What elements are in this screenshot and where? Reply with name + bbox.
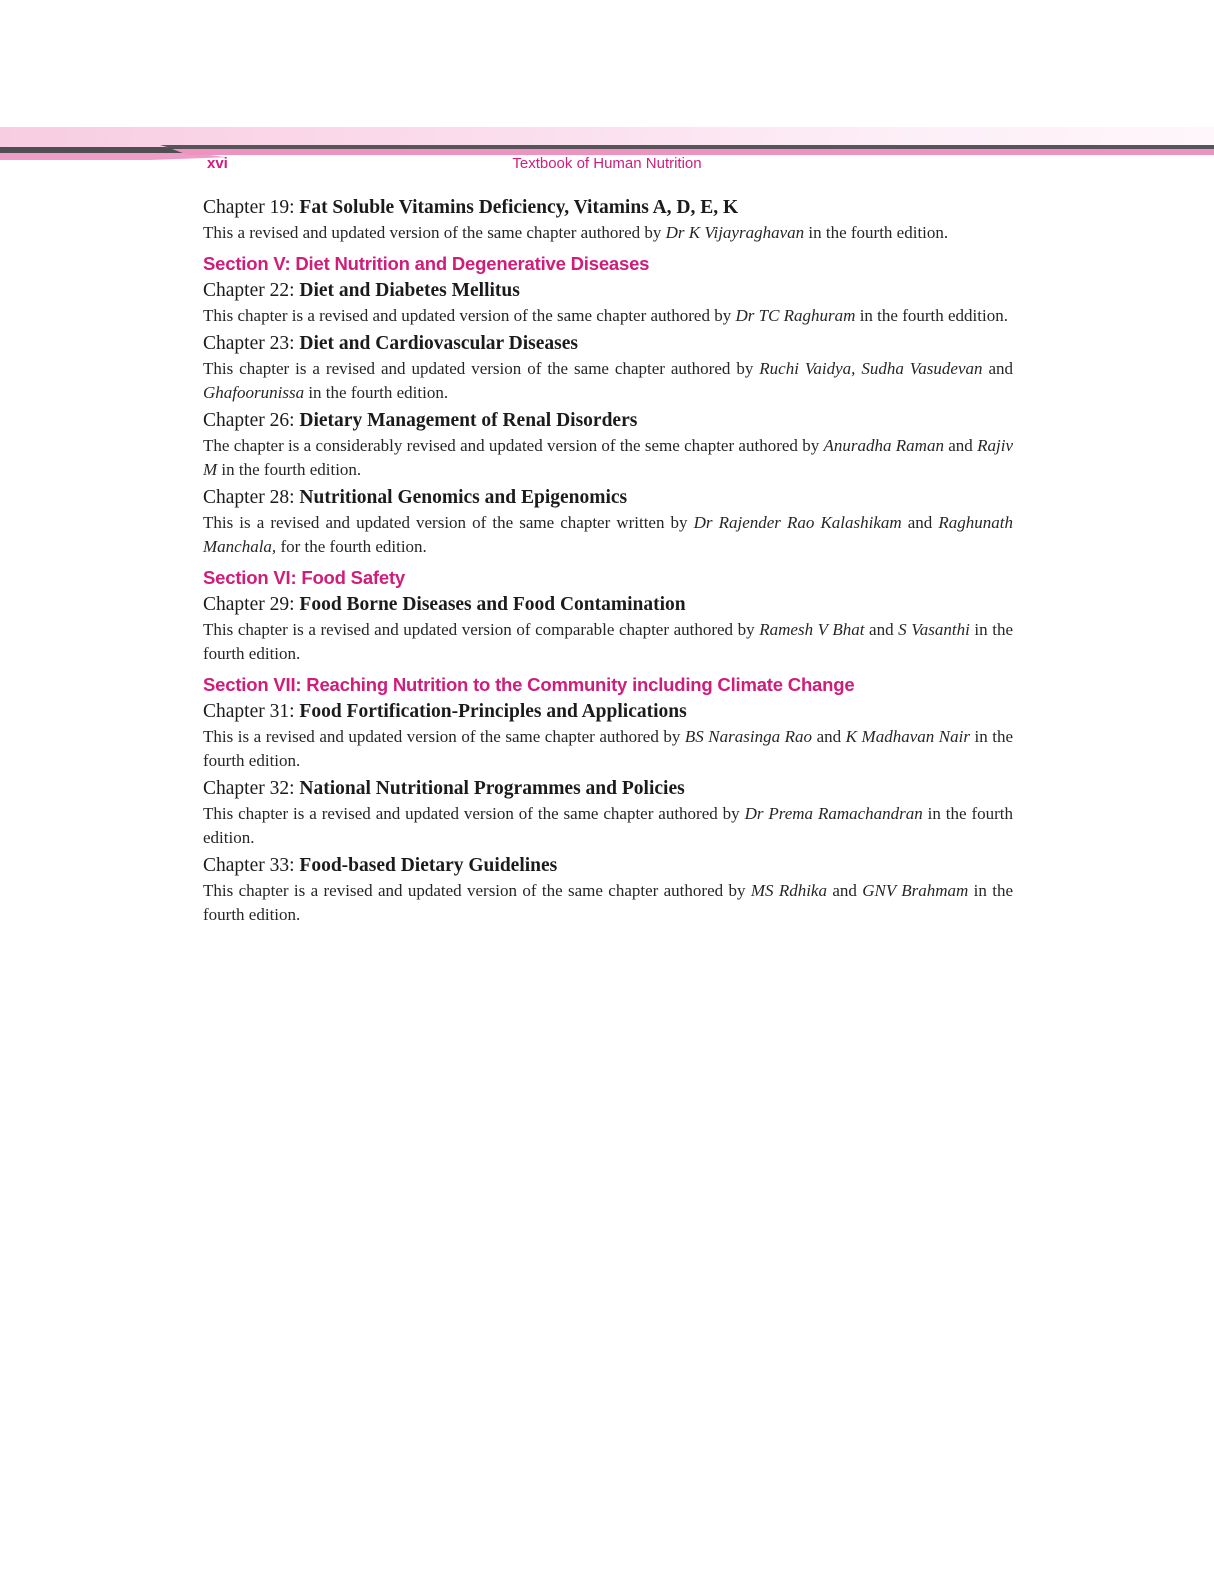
chapter-heading: [203, 333, 1013, 355]
chapter-description: This chapter is a revised and updated version of the same chapter authored by Ruchi Vaidya, Sudha Vasudevan and Ghafoorunissa in the fourth edition.: [203, 359, 1013, 402]
running-title: Textbook of Human Nutrition: [512, 155, 702, 172]
chapter-title: Diet and Diabetes Mellitus: [299, 280, 520, 301]
chapter-description: This chapter is a revised and updated version of the same chapter authored by MS Rdhika and GNV Brahmam in the fourth edition.: [203, 881, 1014, 924]
chapter-description: This chapter is a revised and updated version of the same chapter authored by Dr Prema Ramachandran in the fourth edition.: [203, 804, 1013, 847]
chapter-number: Chapter 33:: [203, 855, 300, 876]
chapter-description: This is a revised and updated version of the same chapter written by Dr Rajender Rao Kalashikam and Raghunath Manchala, for the fourth edition.: [203, 513, 1013, 556]
chapter-number: Chapter 23:: [203, 333, 300, 354]
chapter-entry: [203, 197, 1013, 245]
chapter-title: Diet and Cardiovascular Diseases: [299, 333, 579, 354]
chapter-title: National Nutritional Programmes and Policies: [299, 778, 685, 799]
chapter-description: This a revised and updated version of the same chapter authored by Dr K Vijayraghavan in the fourth edition.: [203, 223, 949, 242]
chapter-entry: [203, 333, 1013, 405]
chapter-title: Nutritional Genomics and Epigenomics: [299, 487, 628, 508]
chapter-entry: [203, 280, 1013, 328]
chapter-title: Food-based Dietary Guidelines: [299, 855, 558, 876]
chapter-title: Dietary Management of Renal Disorders: [299, 410, 638, 431]
chapter-entry: [203, 487, 1013, 559]
chapter-entry: [203, 410, 1013, 482]
chapter-number: Chapter 31:: [203, 701, 300, 722]
header-ribbon-band: [0, 127, 1214, 147]
chapter-number: Chapter 26:: [203, 410, 300, 431]
chapter-heading: [203, 778, 1013, 800]
chapter-description: This chapter is a revised and updated version of the same chapter authored by Dr TC Raghuram in the fourth eddition.: [203, 306, 1008, 325]
page-content: [203, 197, 1013, 932]
chapter-number: Chapter 28:: [203, 487, 300, 508]
section-heading: Section V: Diet Nutrition and Degenerative Diseases: [203, 253, 650, 274]
section-heading: Section VII: Reaching Nutrition to the Community including Climate Change: [203, 674, 855, 695]
page-number: xvi: [207, 155, 228, 172]
chapter-description: This chapter is a revised and updated version of comparable chapter authored by Ramesh V Bhat and S Vasanthi in the fourth edition.: [203, 620, 1013, 663]
chapter-number: Chapter 22:: [203, 280, 300, 301]
chapter-heading: [203, 701, 1013, 723]
header-ribbon-gray-line: [160, 145, 1214, 149]
chapter-heading: [203, 855, 1013, 877]
chapter-description: This is a revised and updated version of the same chapter authored by BS Narasinga Rao and K Madhavan Nair in the fourth edition.: [203, 727, 1014, 770]
chapter-heading: [203, 197, 1013, 219]
chapter-heading: [203, 594, 1013, 616]
chapter-number: Chapter 29:: [203, 594, 300, 615]
chapter-heading: [203, 280, 1013, 302]
chapter-title: Fat Soluble Vitamins Deficiency, Vitamins A, D, E, K: [299, 197, 739, 218]
running-head: [0, 152, 1214, 176]
chapter-title: Food Fortification-Principles and Applications: [299, 701, 687, 722]
chapter-number: Chapter 32:: [203, 778, 300, 799]
chapter-heading: [203, 410, 1013, 432]
chapter-description: The chapter is a considerably revised and updated version of the seme chapter authored by Anuradha Raman and Rajiv M in the fourth edition.: [203, 436, 1013, 479]
chapter-entry: [203, 594, 1013, 666]
chapter-entry: [203, 778, 1013, 850]
section-heading: Section VI: Food Safety: [203, 567, 406, 588]
chapter-entry: [203, 855, 1013, 927]
chapter-entry: [203, 701, 1013, 773]
chapter-number: Chapter 19:: [203, 197, 300, 218]
chapter-heading: [203, 487, 1013, 509]
chapter-title: Food Borne Diseases and Food Contamination: [299, 594, 686, 615]
